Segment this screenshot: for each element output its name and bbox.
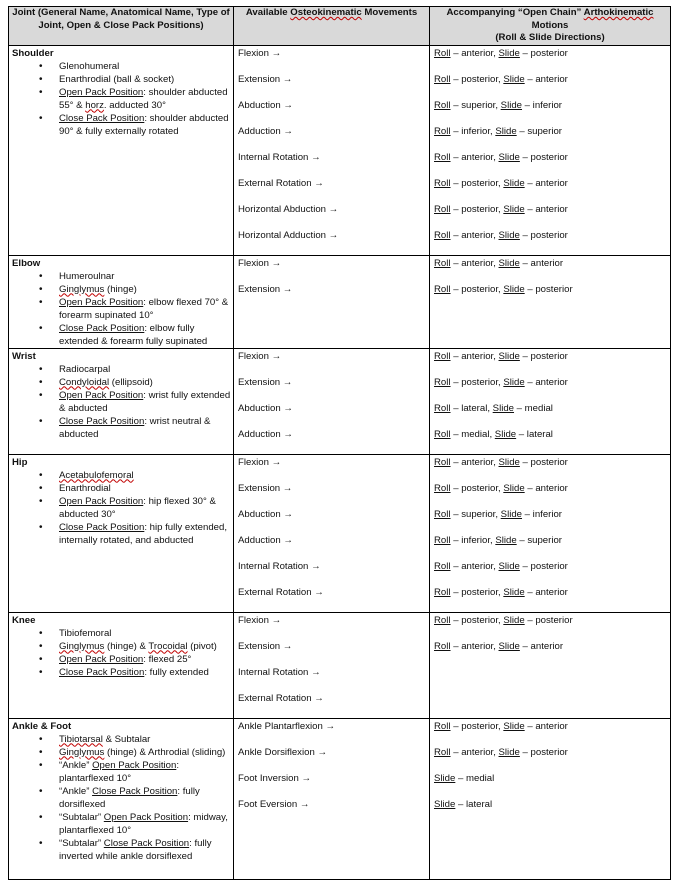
movements-cell (234, 454, 430, 612)
movement-item: External Rotation → (238, 177, 324, 189)
roll-label: Roll (434, 456, 451, 468)
list-item: • Tibiotarsal & Subtalar (9, 733, 231, 746)
movement-item: Flexion → (238, 350, 282, 362)
pack-position-label: Open Pack Position (59, 296, 144, 308)
motion-item: Roll – posterior, Slide – posterior (434, 283, 573, 295)
header-row (9, 7, 671, 46)
list-item: • Radiocarpal (9, 363, 231, 376)
movement-list (234, 46, 429, 255)
motion-item: Roll – anterior, Slide – posterior (434, 560, 568, 572)
joint-name: Hip (12, 456, 28, 468)
pack-position-label: Close Pack Position (92, 785, 178, 797)
roll-label: Roll (434, 428, 451, 440)
movement-item: Internal Rotation → (238, 151, 321, 163)
slide-label: Slide (498, 151, 520, 163)
roll-label: Roll (434, 534, 451, 546)
slide-label: Slide (498, 350, 520, 362)
movements-cell (234, 348, 430, 454)
joint-details-list (9, 627, 233, 679)
slide-label: Slide (503, 482, 525, 494)
motion-item: Roll – posterior, Slide – posterior (434, 614, 573, 626)
joint-cell (9, 718, 234, 879)
motion-list (430, 256, 670, 309)
slide-label: Slide (498, 746, 520, 758)
movement-item: Flexion → (238, 47, 282, 59)
joint-name: Knee (12, 614, 36, 626)
roll-label: Roll (434, 229, 451, 241)
slide-label: Slide (503, 720, 525, 732)
pack-position-label: Close Pack Position (59, 112, 145, 124)
list-item: • Ginglymus (hinge) & Trocoidal (pivot) (9, 640, 231, 653)
roll-label: Roll (434, 257, 451, 269)
list-item: • Close Pack Position: fully extended (9, 666, 231, 679)
movement-item: Abduction → (238, 99, 293, 111)
list-item: • Close Pack Position: shoulder abducted 90° & fully externally rotated (9, 112, 231, 138)
roll-label: Roll (434, 151, 451, 163)
slide-label: Slide (503, 614, 525, 626)
roll-label: Roll (434, 640, 451, 652)
movements-cell (234, 255, 430, 348)
joint-name: Shoulder (12, 47, 54, 59)
list-item: • Open Pack Position: wrist fully extended & abducted (9, 389, 231, 415)
roll-label: Roll (434, 508, 451, 520)
pack-position-label: Open Pack Position (59, 495, 144, 507)
spellcheck-word: Ginglymus (59, 640, 105, 652)
joint-cell (9, 454, 234, 612)
spellcheck-word: Acetabulofemoral (59, 469, 134, 481)
motion-item: Roll – posterior, Slide – anterior (434, 482, 568, 494)
pack-position-label: Close Pack Position (103, 837, 190, 849)
slide-label: Slide (495, 125, 517, 137)
motion-item: Slide – medial (434, 772, 495, 784)
slide-label: Slide (503, 73, 525, 85)
spellcheck-word: Ginglymus (59, 746, 105, 758)
list-item: • Close Pack Position: wrist neutral & abducted (9, 415, 231, 441)
roll-label: Roll (434, 177, 451, 189)
slide-label: Slide (498, 229, 520, 241)
motion-item: Roll – anterior, Slide – posterior (434, 350, 568, 362)
motion-list (430, 46, 670, 255)
slide-label: Slide (434, 772, 456, 784)
movement-list (234, 349, 429, 454)
movement-item: External Rotation → (238, 692, 324, 704)
pack-position-label: Open Pack Position (92, 759, 177, 771)
motion-item: Roll – posterior, Slide – anterior (434, 177, 568, 189)
motion-list (430, 613, 670, 666)
slide-label: Slide (503, 376, 525, 388)
movement-item: Adduction → (238, 534, 293, 546)
pack-position-label: Close Pack Position (59, 521, 145, 533)
motion-item: Roll – anterior, Slide – posterior (434, 456, 568, 468)
motion-item: Roll – anterior, Slide – posterior (434, 151, 568, 163)
motion-list (430, 719, 670, 824)
motion-item: Roll – posterior, Slide – anterior (434, 203, 568, 215)
list-item (9, 469, 231, 482)
slide-label: Slide (495, 534, 517, 546)
list-item: • Tibiofemoral (9, 627, 231, 640)
roll-label: Roll (434, 350, 451, 362)
movement-item: Horizontal Adduction → (238, 229, 339, 241)
list-item: • Enarthrodial (9, 482, 231, 495)
slide-label: Slide (503, 177, 525, 189)
motion-item: Roll – lateral, Slide – medial (434, 402, 553, 414)
movement-item: Extension → (238, 283, 293, 295)
roll-label: Roll (434, 614, 451, 626)
movement-item: Extension → (238, 482, 293, 494)
table-row (9, 718, 671, 879)
list-item: • Open Pack Position: elbow flexed 70° & forearm supinated 10° (9, 296, 231, 322)
list-item: • Condyloidal (ellipsoid) (9, 376, 231, 389)
movement-item: Foot Inversion → (238, 772, 312, 784)
roll-label: Roll (434, 73, 451, 85)
slide-label: Slide (498, 257, 520, 269)
movement-list (234, 613, 429, 718)
movement-list (234, 719, 429, 824)
list-item: • Close Pack Position: elbow fully extended & forearm fully supinated (9, 322, 231, 348)
motion-list (430, 455, 670, 612)
joint-movements-table (8, 6, 671, 880)
joint-cell (9, 348, 234, 454)
pack-position-label: Open Pack Position (59, 389, 144, 401)
motion-item: Roll – superior, Slide – inferior (434, 99, 563, 111)
slide-label: Slide (498, 456, 520, 468)
movement-item: Extension → (238, 376, 293, 388)
list-item: • “Subtalar” Open Pack Position: midway, plantarflexed 10° (9, 811, 231, 837)
roll-label: Roll (434, 746, 451, 758)
motions-cell (430, 45, 671, 255)
movement-item: Abduction → (238, 508, 293, 520)
table-row (9, 612, 671, 718)
movement-item: Foot Eversion → (238, 798, 310, 810)
motion-item: Roll – posterior, Slide – anterior (434, 73, 568, 85)
header-joint: Joint (General Name, Anatomical Name, Type of Joint, Open & Close Pack Positions) (9, 7, 234, 46)
pack-position-label: Close Pack Position (59, 415, 145, 427)
joint-details-list (9, 363, 233, 441)
roll-label: Roll (434, 376, 451, 388)
list-item: • Ginglymus (hinge) (9, 283, 231, 296)
pack-position-label: Open Pack Position (59, 86, 144, 98)
slide-label: Slide (492, 402, 515, 414)
spellcheck-word: Condyloidal (59, 376, 110, 388)
joint-details-list (9, 733, 233, 863)
list-item: • Humeroulnar (9, 270, 231, 283)
movement-list (234, 256, 429, 309)
list-item: • “Ankle” Close Pack Position: fully dorsiflexed (9, 785, 231, 811)
list-item: • Open Pack Position: hip flexed 30° & abducted 30° (9, 495, 231, 521)
pack-position-label: Open Pack Position (59, 653, 144, 665)
roll-label: Roll (434, 125, 451, 137)
joint-cell (9, 612, 234, 718)
motion-item: Roll – anterior, Slide – anterior (434, 257, 564, 269)
joint-name: Ankle & Foot (12, 720, 72, 732)
motion-item: Slide – lateral (434, 798, 493, 810)
motions-cell (430, 255, 671, 348)
movement-item: Flexion → (238, 257, 282, 269)
movement-item: External Rotation → (238, 586, 324, 598)
slide-label: Slide (498, 640, 520, 652)
header-osteokinematic: Available Osteokinematic Movements (234, 7, 430, 46)
table-row (9, 348, 671, 454)
motion-item: Roll – inferior, Slide – superior (434, 125, 562, 137)
movements-cell (234, 45, 430, 255)
movements-cell (234, 612, 430, 718)
motions-cell (430, 348, 671, 454)
slide-label: Slide (498, 47, 520, 59)
table-row (9, 454, 671, 612)
motions-cell (430, 612, 671, 718)
joint-details-list (9, 270, 233, 348)
roll-label: Roll (434, 720, 451, 732)
movement-item: Ankle Dorsiflexion → (238, 746, 328, 758)
movement-item: Flexion → (238, 614, 282, 626)
list-item: • “Ankle” Open Pack Position: plantarflexed 10° (9, 759, 231, 785)
motion-item: Roll – posterior, Slide – anterior (434, 376, 568, 388)
pack-position-label: Close Pack Position (59, 322, 145, 334)
joint-cell (9, 45, 234, 255)
movement-list (234, 455, 429, 612)
joint-details-list (9, 60, 233, 138)
movement-item: Abduction → (238, 402, 293, 414)
motions-cell (430, 454, 671, 612)
list-item: • Ginglymus (hinge) & Arthrodial (sliding) (9, 746, 231, 759)
movements-cell (234, 718, 430, 879)
list-item: • Glenohumeral (9, 60, 231, 73)
movement-item: Ankle Plantarflexion → (238, 720, 336, 732)
movement-item: Adduction → (238, 125, 293, 137)
motion-item: Roll – anterior, Slide – anterior (434, 640, 564, 652)
table-row (9, 255, 671, 348)
motion-item: Roll – anterior, Slide – posterior (434, 47, 568, 59)
motion-item: Roll – superior, Slide – inferior (434, 508, 563, 520)
list-item: • Enarthrodial (ball & socket) (9, 73, 231, 86)
table-row (9, 45, 671, 255)
motion-item: Roll – anterior, Slide – posterior (434, 746, 568, 758)
movement-item: Extension → (238, 73, 293, 85)
pack-position-label: Open Pack Position (103, 811, 189, 823)
roll-label: Roll (434, 482, 451, 494)
slide-label: Slide (503, 203, 525, 215)
spellcheck-word: Trocoidal (148, 640, 188, 652)
motion-item: Roll – posterior, Slide – anterior (434, 586, 568, 598)
list-item: • Open Pack Position: shoulder abducted 55° & horz. adducted 30° (9, 86, 231, 112)
motion-item: Roll – anterior, Slide – posterior (434, 229, 568, 241)
list-item: • Close Pack Position: hip fully extended, internally rotated, and abducted (9, 521, 231, 547)
roll-label: Roll (434, 560, 451, 572)
list-item: • Open Pack Position: flexed 25° (9, 653, 231, 666)
joint-details-list (9, 469, 233, 547)
spellcheck-word: Tibiotarsal (59, 733, 103, 745)
motion-item: Roll – posterior, Slide – anterior (434, 720, 568, 732)
movement-item: Flexion → (238, 456, 282, 468)
joint-name: Elbow (12, 257, 41, 269)
list-item: • “Subtalar” Close Pack Position: fully inverted while ankle dorsiflexed (9, 837, 231, 863)
slide-label: Slide (503, 586, 525, 598)
slide-label: Slide (434, 798, 456, 810)
movement-item: Extension → (238, 640, 293, 652)
movement-item: Internal Rotation → (238, 560, 321, 572)
spellcheck-word: Ginglymus (59, 283, 105, 295)
roll-label: Roll (434, 402, 451, 414)
roll-label: Roll (434, 99, 451, 111)
slide-label: Slide (503, 283, 525, 295)
roll-label: Roll (434, 283, 451, 295)
pack-position-label: Close Pack Position (59, 666, 145, 678)
slide-label: Slide (500, 508, 523, 520)
movement-item: Adduction → (238, 428, 293, 440)
roll-label: Roll (434, 586, 451, 598)
motion-item: Roll – medial, Slide – lateral (434, 428, 553, 440)
roll-label: Roll (434, 47, 451, 59)
movement-item: Horizontal Abduction → (238, 203, 339, 215)
motion-list (430, 349, 670, 454)
roll-label: Roll (434, 203, 451, 215)
joint-cell (9, 255, 234, 348)
slide-label: Slide (498, 560, 520, 572)
slide-label: Slide (494, 428, 517, 440)
motions-cell (430, 718, 671, 879)
slide-label: Slide (500, 99, 523, 111)
header-arthrokinematic: Accompanying “Open Chain” Arthokinematic Motions (Roll & Slide Directions) (430, 7, 671, 46)
spellcheck-word: horz (85, 99, 104, 111)
motion-item: Roll – inferior, Slide – superior (434, 534, 562, 546)
movement-item: Internal Rotation → (238, 666, 321, 678)
joint-name: Wrist (12, 350, 36, 362)
